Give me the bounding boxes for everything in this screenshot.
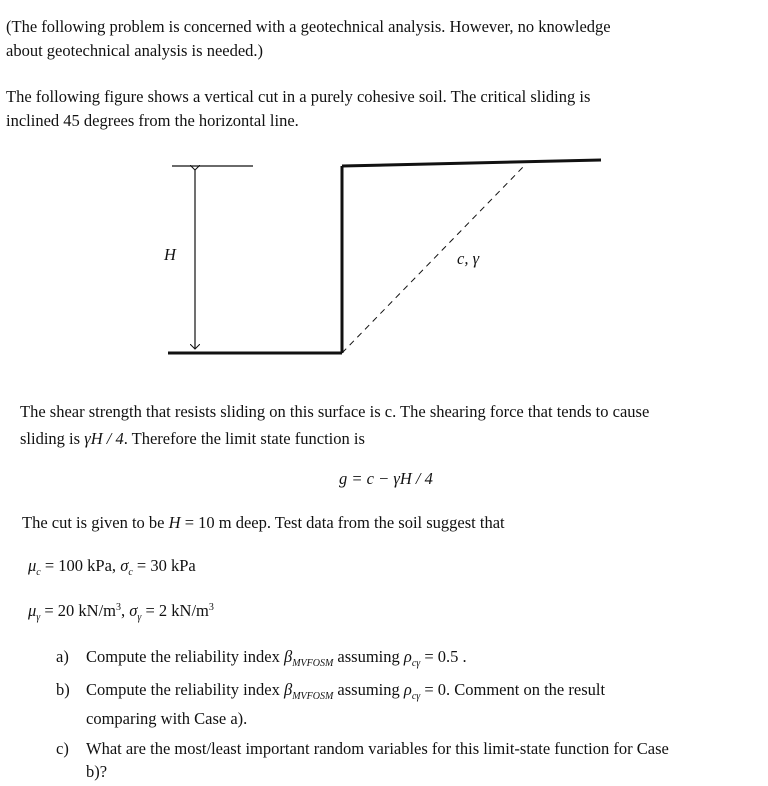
- sigma-gamma-symbol: σ: [129, 601, 138, 620]
- cut-depth-line: [22, 512, 505, 533]
- shear-line-2-prefix: sliding is: [20, 429, 85, 448]
- question-b-label: b): [56, 680, 70, 699]
- sliding-surface-line: [342, 165, 525, 353]
- question-a-rho: ρ: [403, 647, 412, 666]
- sigma-c-subscript: c: [128, 567, 133, 578]
- sigma-c-value: = 30 kPa: [132, 556, 196, 575]
- top-ground-line: [342, 160, 601, 166]
- shear-line-1: The shear strength that resists sliding on this surface is c. The shearing force that tends to cause: [20, 402, 650, 421]
- mu-c-subscript: c: [36, 567, 41, 578]
- question-b-beta: β: [283, 680, 293, 699]
- question-a-beta: β: [283, 647, 293, 666]
- shear-line-2: [20, 428, 365, 449]
- limit-state-equation: g = c − γH / 4: [339, 469, 433, 488]
- question-c-line-1: What are the most/least important random variables for this limit-state function for Case: [86, 739, 669, 758]
- question-b: [86, 679, 605, 703]
- mu-c-symbol: μ: [28, 556, 37, 575]
- height-label: H: [164, 245, 176, 264]
- mu-gamma-exponent: 3: [116, 602, 122, 613]
- question-a-beta-subscript: MVFOSM: [292, 658, 334, 669]
- question-b-beta-subscript: MVFOSM: [292, 691, 334, 702]
- figure-intro-line-2: inclined 45 degrees from the horizontal line.: [6, 111, 299, 130]
- question-b-assume: assuming: [333, 680, 404, 699]
- intro-line-2: about geotechnical analysis is needed.): [6, 41, 264, 60]
- question-a-value: = 0.5 .: [420, 647, 467, 666]
- cut-symbol: H: [168, 513, 181, 532]
- question-a-rho-subscript: cγ: [411, 658, 421, 669]
- cohesion-parameters: [28, 555, 196, 579]
- question-b-text: Compute the reliability index: [86, 680, 284, 699]
- question-a: [86, 646, 467, 670]
- shear-force-expression: γH / 4: [84, 429, 124, 448]
- figure-intro-line-1: The following figure shows a vertical cut in a purely cohesive soil. The critical sliding is: [6, 87, 591, 106]
- question-a-label: a): [56, 647, 69, 666]
- question-b-value: = 0. Comment on the result: [420, 680, 606, 699]
- mu-gamma-symbol: μ: [28, 601, 37, 620]
- sigma-c-symbol: σ: [120, 556, 129, 575]
- question-a-assume: assuming: [333, 647, 404, 666]
- question-b-rho-subscript: cγ: [411, 691, 421, 702]
- cut-value: = 10 m deep. Test data from the soil suggest that: [180, 513, 505, 532]
- question-a-text: Compute the reliability index: [86, 647, 284, 666]
- mu-gamma-value: = 20 kN/m: [40, 601, 117, 620]
- soil-properties-label: c, γ: [457, 249, 480, 268]
- question-c-label: c): [56, 739, 69, 758]
- shear-line-2-suffix: . Therefore the limit state function is: [123, 429, 365, 448]
- unit-weight-parameters: [28, 600, 214, 624]
- question-b-line-2: comparing with Case a).: [86, 709, 248, 728]
- mu-gamma-subscript: γ: [36, 612, 41, 623]
- params-separator: ,: [121, 601, 130, 620]
- sigma-gamma-value: = 2 kN/m: [141, 601, 209, 620]
- intro-line-1: (The following problem is concerned with a geotechnical analysis. However, no knowledge: [6, 17, 611, 36]
- question-c-line-2: b)?: [86, 762, 108, 781]
- sigma-gamma-exponent: 3: [208, 602, 214, 613]
- cut-prefix: The cut is given to be: [22, 513, 169, 532]
- question-b-rho: ρ: [403, 680, 412, 699]
- mu-c-value: = 100 kPa,: [40, 556, 121, 575]
- sigma-gamma-subscript: γ: [137, 612, 142, 623]
